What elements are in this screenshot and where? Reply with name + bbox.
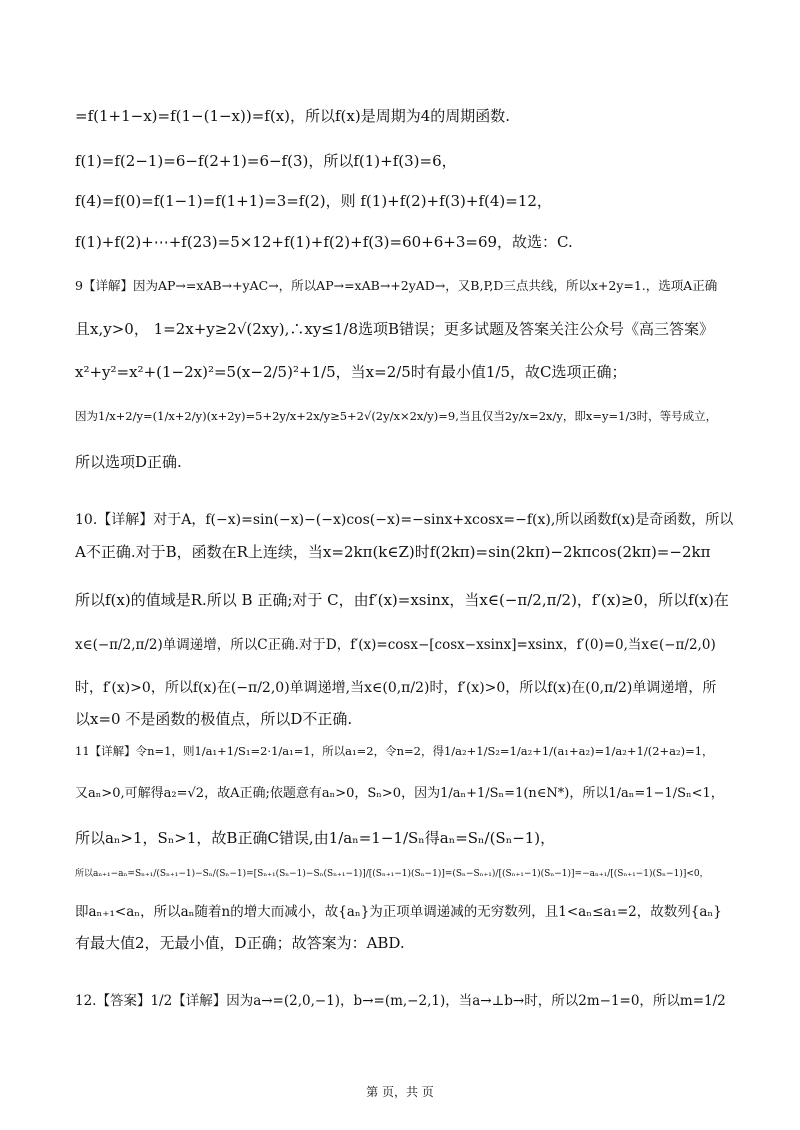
- text-line: 因为1/x+2/y=(1/x+2/y)(x+2y)=5+2y/x+2x/y≥5+2√(2y/x×2x/y)=9,当且仅当2y/x=2x/y，即x=y=1/3时，等号成立，: [75, 409, 718, 423]
- text-line: 所以选项D正确.: [75, 453, 182, 471]
- text-line: 11【详解】令n=1，则1/a₁+1/S₁=2·1/a₁=1，所以a₁=2，令n=2，得1/a₂+1/S₂=1/a₂+1/(a₁+a₂)=1/a₂+1/(2+a₂)=1，: [75, 744, 714, 758]
- text-line: 所以aₙ>1，Sₙ>1，故B正确C错误,由1/aₙ=1−1/Sₙ得aₙ=Sₙ/(Sₙ−1)，: [75, 829, 556, 847]
- text-line: 以x=0 不是函数的极值点，所以D不正确.: [75, 710, 353, 728]
- text-line: 有最大值2，无最小值，D正确；故答案为：ABD.: [75, 934, 405, 952]
- text-line: 所以f(x)的值域是R.所以 B 正确;对于 C，由f′(x)=xsinx，当x∈(−π/2,π/2)，f′(x)≥0，所以f(x)在: [75, 591, 729, 609]
- text-line: f(1)=f(2−1)=6−f(2+1)=6−f(3)，所以f(1)+f(3)=6，: [75, 152, 457, 170]
- text-line: f(1)+f(2)+⋯+f(23)=5×12+f(1)+f(2)+f(3)=60+6+3=69，故选：C.: [75, 233, 573, 251]
- text-line: A不正确.对于B，函数在R上连续，当x=2kπ(k∈Z)时f(2kπ)=sin(2kπ)−2kπcos(2kπ)=−2kπ: [75, 543, 711, 561]
- page-footer: 第 页，共 页: [366, 1085, 434, 1099]
- text-line: 时，f′(x)>0，所以f(x)在(−π/2,0)单调递增,当x∈(0,π/2)时，f′(x)>0，所以f(x)在(0,π/2)单调递增，所: [75, 680, 717, 696]
- text-line: x∈(−π/2,π/2)单调递增，所以C正确.对于D，f′(x)=cosx−[cosx−xsinx]=xsinx，f′(0)=0,当x∈(−π/2,0): [75, 637, 716, 653]
- text-line: 即aₙ₊₁<aₙ，所以aₙ随着n的增大而减小，故{aₙ}为正项单调递减的无穷数列，且1<aₙ≤a₁=2，故数列{aₙ}: [75, 904, 722, 920]
- text-line: 9【详解】因为AP→=xAB→+yAC→，所以AP→=xAB→+2yAD→，又B,P,D三点共线，所以x+2y=1.，选项A正确: [75, 278, 718, 293]
- text-line: 10.【详解】对于A，f(−x)=sin(−x)−(−x)cos(−x)=−sinx+xcosx=−f(x),所以函数f(x)是奇函数，所以: [75, 512, 734, 528]
- text-line: 且x,y>0， 1=2x+y≥2√(2xy),∴xy≤1/8选项B错误；更多试题及答案关注公众号《高三答案》: [75, 320, 715, 338]
- text-line: x²+y²=x²+(1−2x)²=5(x−2/5)²+1/5，当x=2/5时有最小值1/5，故C选项正确；: [75, 363, 627, 381]
- text-line: 所以aₙ₊₁−aₙ=Sₙ₊₁/(Sₙ₊₁−1)−Sₙ/(Sₙ−1)=[Sₙ₊₁(Sₙ−1)−Sₙ(Sₙ₊₁−1)]/[(Sₙ₊₁−1)(Sₙ−1)]=(Sₙ−Sₙ₊₁)/[(Sₙ₊₁−1)(Sₙ−1)]=−aₙ₊₁/[(Sₙ₊₁−1)(Sₙ−1)]<0，: [75, 869, 709, 879]
- text-line: 又aₙ>0,可解得a₂=√2，故A正确;依题意有aₙ>0，Sₙ>0，因为1/aₙ+1/Sₙ=1(n∈N*)，所以1/aₙ=1−1/Sₙ<1，: [75, 786, 724, 801]
- text-line: =f(1+1−x)=f(1−(1−x))=f(x)，所以f(x)是周期为4的周期函数.: [75, 107, 511, 125]
- text-line: f(4)=f(0)=f(1−1)=f(1+1)=3=f(2)，则 f(1)+f(2)+f(3)+f(4)=12，: [75, 192, 552, 210]
- text-line: 12.【答案】1/2【详解】因为a→=(2,0,−1)，b→=(m,−2,1)，当a→⊥b→时，所以2m−1=0，所以m=1/2: [75, 993, 726, 1009]
